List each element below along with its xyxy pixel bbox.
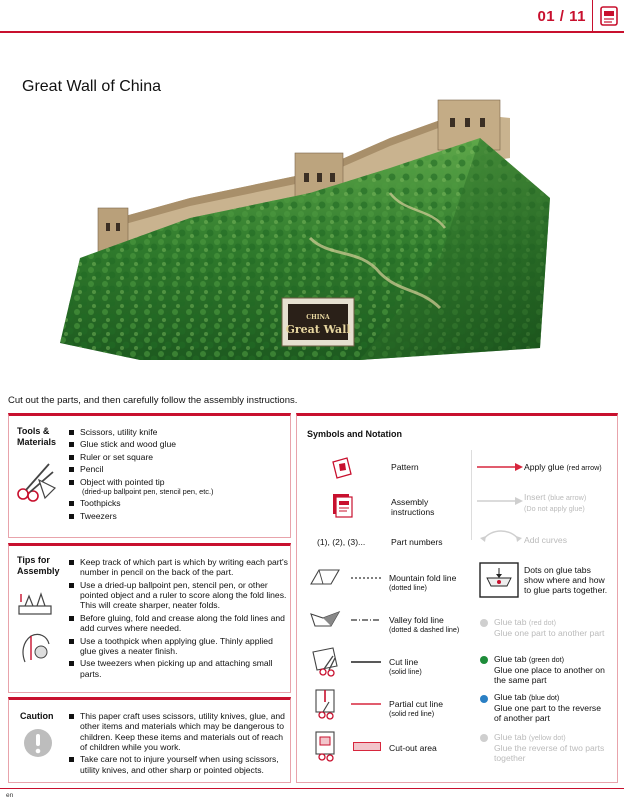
symbols-card xyxy=(296,413,618,783)
caution-list xyxy=(69,711,290,777)
green-glue-tab-label: Glue tab (green dot) Glue one place to another on the same part xyxy=(494,654,605,685)
list-item: Take care not to injure yourself when using scissors, utility knives, and other sharp or pointed objects. xyxy=(69,754,290,775)
instructions-button[interactable] xyxy=(592,0,624,32)
list-item: Glue stick and wood glue xyxy=(69,439,213,449)
valley-fold-label: Valley fold line (dotted & dashed line) xyxy=(389,615,460,634)
warning-icon xyxy=(23,728,53,758)
pattern-label: Pattern xyxy=(391,462,419,472)
great-wall-model-image xyxy=(60,98,560,368)
dots-explanation: Dots on glue tabs show where and how to glue parts together. xyxy=(524,565,608,595)
curve-arrow-icon xyxy=(479,528,523,544)
green-dot-icon xyxy=(480,656,488,664)
list-item: Object with pointed tip (dried-up ballpoint pen, stencil pen, etc.) xyxy=(69,477,213,496)
tips-card xyxy=(8,543,291,693)
assembly-instructions-icon xyxy=(331,492,353,518)
pattern-icon xyxy=(329,456,355,480)
list-item: This paper craft uses scissors, utility knives, glue, and other items and materials which may be dangerous to children. Keep these items and materials out of reach of children while you work. xyxy=(69,711,290,752)
part-numbers-code: (1), (2), (3)... xyxy=(317,537,366,547)
list-item: Use tweezers when picking up and attaching small parts. xyxy=(69,658,290,679)
list-item: Tweezers xyxy=(69,511,213,521)
partial-cut-label: Partial cut line (solid red line) xyxy=(389,699,443,718)
red-arrow-icon xyxy=(477,462,523,472)
cut-scissors-icon xyxy=(309,646,341,678)
tips-list xyxy=(69,557,290,681)
list-item: Pencil xyxy=(69,464,213,474)
blue-dot-icon xyxy=(480,695,488,703)
partial-cut-icon xyxy=(311,688,341,720)
list-item: Ruler or set square xyxy=(69,452,213,462)
solid-line-icon xyxy=(351,660,381,664)
list-item: Toothpicks xyxy=(69,498,213,508)
cutout-area-label: Cut-out area xyxy=(389,743,437,753)
add-curves-label: Add curves xyxy=(524,535,567,545)
list-item: Before gluing, fold and crease along the fold lines and add curves where needed. xyxy=(69,613,290,634)
intro-text: Cut out the parts, and then carefully follow the assembly instructions. xyxy=(8,395,298,406)
mountain-fold-icon xyxy=(309,566,343,588)
sign-country: CHINA xyxy=(306,314,330,321)
list-item: Scissors, utility knife xyxy=(69,427,213,437)
caution-card xyxy=(8,697,291,783)
insert-label: Insert (blue arrow) (Do not apply glue) xyxy=(524,492,587,513)
yellow-dot-icon xyxy=(480,734,488,742)
tools-illustration-icon xyxy=(15,458,59,502)
caution-label: Caution xyxy=(20,711,54,721)
red-glue-tab-label: Glue tab (red dot) Glue one part to another part xyxy=(494,617,605,638)
cutout-scissors-icon xyxy=(311,730,341,762)
instructions-booklet-icon xyxy=(598,5,620,27)
dash-dot-line-icon xyxy=(351,618,381,622)
top-rule xyxy=(0,31,624,33)
cutout-area-icon xyxy=(353,742,381,751)
valley-fold-icon xyxy=(309,608,343,630)
page-title: Great Wall of China xyxy=(22,78,162,95)
part-numbers-label: Part numbers xyxy=(391,537,443,547)
tools-label: Tools & Materials xyxy=(17,426,57,447)
list-item: Keep track of which part is which by writing each part's number in pencil on the back of the part. xyxy=(69,557,290,578)
page-number: 01 / 11 xyxy=(537,8,586,25)
sign-name: Great Wall xyxy=(285,323,351,336)
tools-materials-card xyxy=(8,413,291,538)
cut-line-label: Cut line (solid line) xyxy=(389,657,422,676)
blue-glue-tab-label: Glue tab (blue dot) Glue one part to the reverse of another part xyxy=(494,692,602,723)
tips-label: Tips for Assembly xyxy=(17,555,60,576)
red-dot-icon xyxy=(480,619,488,627)
apply-glue-label: Apply glue (red arrow) xyxy=(524,462,602,472)
red-line-icon xyxy=(351,702,381,706)
assembly-label: Assembly instructions xyxy=(391,497,435,517)
gluing-hand-icon xyxy=(19,630,53,666)
column-divider xyxy=(471,450,472,540)
list-item: Use a toothpick when applying glue. Thinly applied glue gives a neater finish. xyxy=(69,636,290,657)
symbols-title: Symbols and Notation xyxy=(307,429,403,439)
language-code: en xyxy=(6,792,14,799)
tools-list xyxy=(69,427,213,523)
gray-arrow-icon xyxy=(477,496,523,506)
dotted-line-icon xyxy=(351,576,381,580)
bottom-rule xyxy=(0,788,624,789)
glue-tab-diagram-icon xyxy=(479,562,519,598)
scoring-hand-icon xyxy=(17,592,53,618)
yellow-glue-tab-label: Glue tab (yellow dot) Glue the reverse of two parts together xyxy=(494,732,605,763)
mountain-fold-label: Mountain fold line (dotted line) xyxy=(389,573,457,592)
list-item: Use a dried-up ballpoint pen, stencil pen, or other pointed object and a ruler to score along the fold lines. This will create sharper, neater folds. xyxy=(69,580,290,611)
